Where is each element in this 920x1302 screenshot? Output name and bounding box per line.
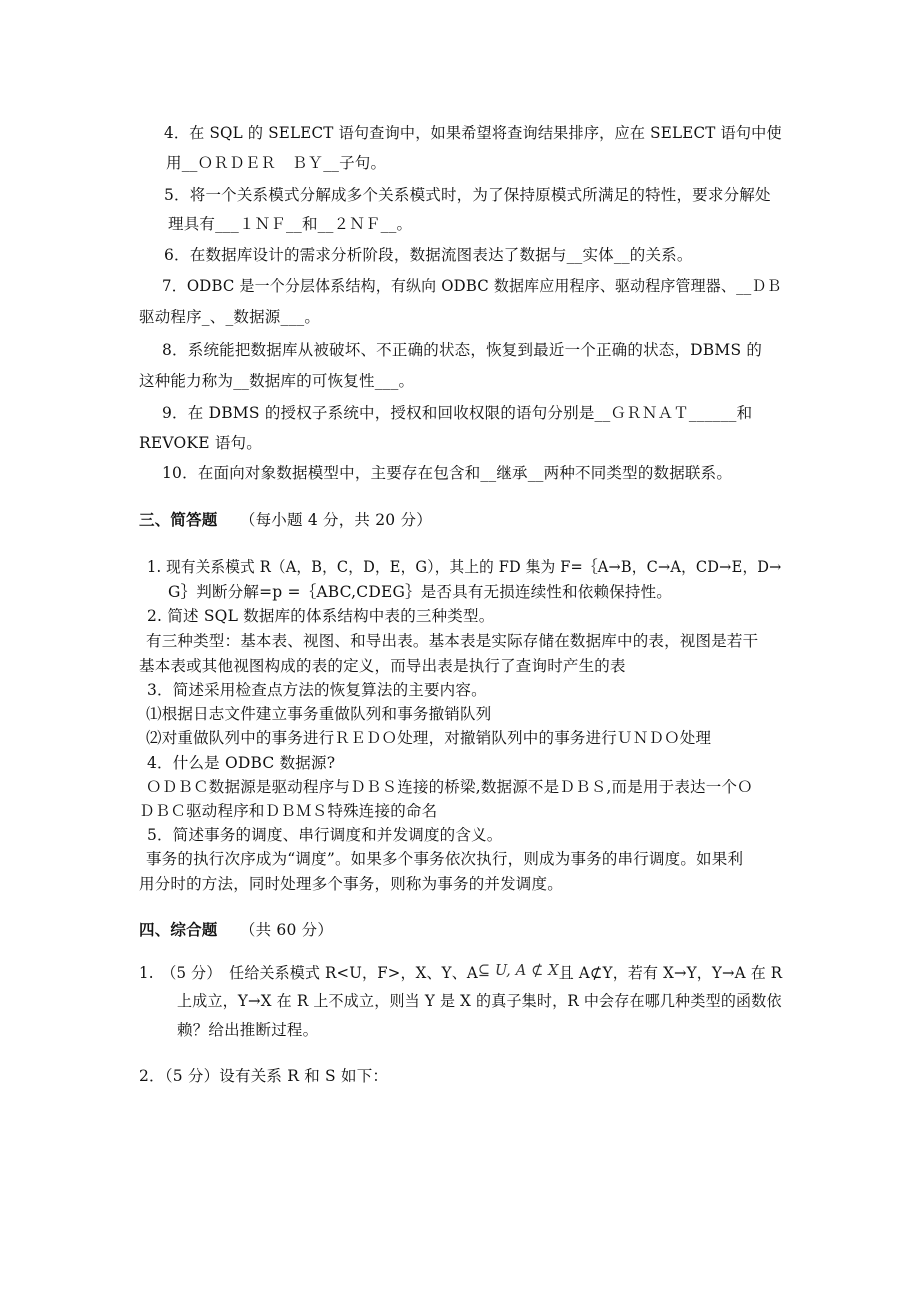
question-9-line-2: REVOKE 语句。 [139,434,262,452]
question-7-line-2: 驱动程序_、_数据源___。 [139,308,321,326]
short-answer-5-answer-line-1: 事务的执行次序成为“调度”。如果多个事务依次执行，则成为事务的串行调度。如果利 [146,850,744,868]
question-4-line-2: 用__ＯＲＤＥＲ ＢＹ__子句。 [166,154,387,172]
section-3-heading [139,510,432,530]
short-answer-1-line-2: G｝判断分解=p =｛ABC,CDEG｝是否具有无损连续性和依赖保持性。 [168,583,672,601]
short-answer-3-question: 3．简述采用检查点方法的恢复算法的主要内容。 [147,681,487,699]
section-3-title: 三、简答题 [139,510,218,529]
short-answer-2-answer-line-2: 基本表或其他视图构成的表的定义，而导出表是执行了查询时产生的表 [139,657,626,675]
short-answer-1-line-1: 1. 现有关系模式 R（A，B，C，D，E，G），其上的 FD 集为 F=｛A→B，C→A，CD→E，D→ [147,558,782,576]
comprehensive-1-text-end: 且 A⊄Y，若有 X→Y，Y→A 在 R [558,964,783,982]
comprehensive-1-line-2: 上成立，Y→X 在 R 上不成立，则当 Y 是 X 的真子集时，R 中会存在哪几种类型的函数依 [177,992,782,1010]
section-4-scoring-note: （共 60 分） [239,921,334,939]
question-8-line-2: 这种能力称为__数据库的可恢复性___。 [139,372,415,390]
subset-formula: ⊆ U, A ⊄ X [477,961,559,979]
question-5-line-1: 5．将一个关系模式分解成多个关系模式时，为了保持原模式所满足的特性，要求分解处 [164,186,771,204]
section-4-title: 四、综合题 [139,920,218,939]
short-answer-4-answer-line-1: ＯＤＢＣ数据源是驱动程序与ＤＢＳ连接的桥梁,数据源不是ＤＢＳ,而是用于表达一个Ｏ [146,778,753,796]
section-4-heading [139,920,333,940]
comprehensive-1-text-start: 1. （5 分） 任给关系模式 R<U，F>，X、Y、A [139,964,478,982]
question-9-line-1: 9．在 DBMS 的授权子系统中，授权和回收权限的语句分别是__ＧＲＮＡＴ______和 [162,404,753,422]
question-8-line-1: 8．系统能把数据库从被破坏、不正确的状态，恢复到最近一个正确的状态，DBMS 的 [162,341,763,359]
comprehensive-2-line-1: 2．（5 分）设有关系 R 和 S 如下： [139,1067,389,1085]
question-6-line-1: 6．在数据库设计的需求分析阶段，数据流图表达了数据与__实体__的关系。 [164,246,693,264]
short-answer-2-question: 2. 简述 SQL 数据库的体系结构中表的三种类型。 [147,607,495,625]
question-7-line-1: 7．ODBC 是一个分层体系结构，有纵向 ODBC 数据库应用程序、驱动程序管理器、__ＤＢ [162,277,782,295]
question-5-line-2: 理具有___１ＮＦ__和__２ＮＦ__。 [168,215,413,233]
short-answer-2-answer-line-1: 有三种类型：基本表、视图、和导出表。基本表是实际存储在数据库中的表，视图是若干 [146,632,759,650]
short-answer-4-question: 4．什么是 ODBC 数据源? [147,754,336,772]
short-answer-4-answer-line-2: ＤＢＣ驱动程序和ＤＢＭＳ特殊连接的命名 [139,802,438,820]
section-3-scoring-note: （每小题 4 分，共 20 分） [239,511,432,529]
short-answer-3-answer-line-1: ⑴根据日志文件建立事务重做队列和事务撤销队列 [146,705,492,723]
question-4-line-1: 4．在 SQL 的 SELECT 语句查询中，如果希望将查询结果排序，应在 SELECT 语句中使 [164,124,782,142]
short-answer-5-question: 5．简述事务的调度、串行调度和并发调度的含义。 [147,826,503,844]
short-answer-3-answer-line-2: ⑵对重做队列中的事务进行ＲＥＤＯ处理，对撤销队列中的事务进行ＵＮＤＯ处理 [146,729,712,747]
question-10-line-1: 10．在面向对象数据模型中，主要存在包含和__继承__两种不同类型的数据联系。 [162,464,733,482]
short-answer-5-answer-line-2: 用分时的方法，同时处理多个事务，则称为事务的并发调度。 [139,875,563,893]
comprehensive-1-line-1 [139,960,782,983]
comprehensive-1-line-3: 赖？给出推断过程。 [177,1021,319,1039]
